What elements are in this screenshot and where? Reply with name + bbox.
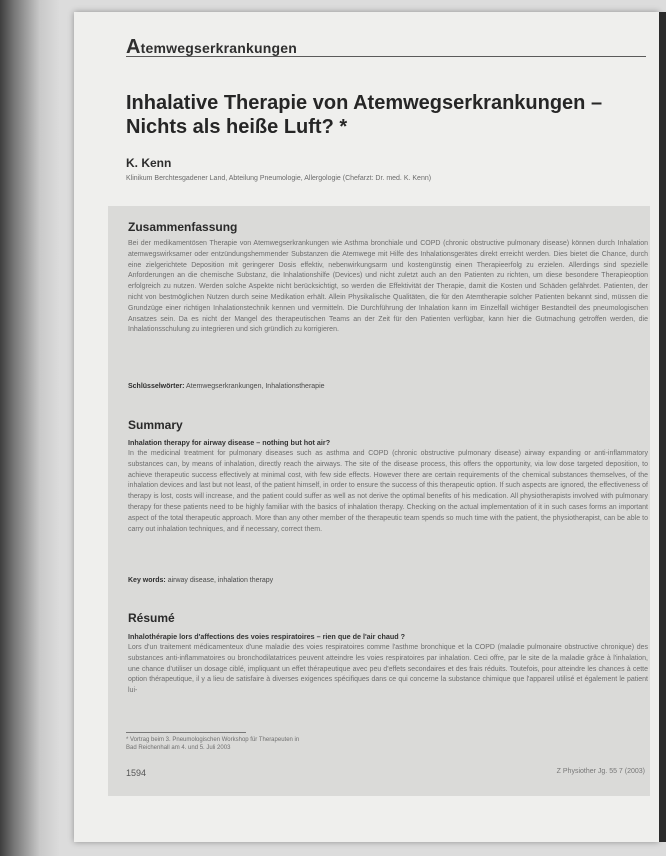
keywords-value: Atemwegserkrankungen, Inhalationstherapie (185, 383, 325, 390)
page-number: 1594 (126, 768, 147, 778)
header-rule (126, 56, 646, 57)
document-page (74, 12, 659, 842)
summary-subtitle: Inhalation therapy for airway disease – nothing but hot air? (128, 438, 331, 447)
footnote-rule (126, 732, 246, 733)
summary-keywords (128, 577, 648, 584)
zusammenfassung-keywords (128, 383, 648, 390)
keywords-label: Schlüsselwörter: (128, 383, 185, 390)
summary-heading: Summary (128, 418, 183, 432)
keywords-label: Key words: (128, 577, 166, 584)
resume-text: Lors d'un traitement médicamenteux d'une maladie des voies respiratoires comme l'asthme bronchique et la COPD (maladie pulmonaire obstructive chronique) des substances anti-inflammatoires ou bronchodilatatrices peuvent atteindre les voies respiratoires par inhalation. Ceci offre, par le site de la maladie grâce à l'inhalation, une chance d'utiliser un dosage ciblé, impliquant un effet thérapeutique avec peu d'effets secondaires et des frais réduits. Toutefois, pour atteindre les chances à cette option thérapeutique, il y a lieu de satisfaire à diverses exigences spécifiques dans ce qui concerne la substance chimique que l'appareil utilisé et également le patient lui- (128, 644, 648, 695)
resume-heading: Résumé (128, 611, 175, 625)
scan-shadow (659, 12, 666, 842)
article-title: Inhalative Therapie von Atemwegserkrankungen – Nichts als heiße Luft? * (126, 92, 603, 138)
keywords-value: airway disease, inhalation therapy (167, 577, 274, 584)
author-name: K. Kenn (126, 156, 172, 170)
footnote-line: * Vortrag beim 3. Pneumologischen Workshop für Therapeuten in (126, 737, 300, 743)
zusammenfassung-heading: Zusammenfassung (128, 220, 238, 234)
zusammenfassung-text: Bei der medikamentösen Therapie von Atemwegserkrankungen wie Asthma bronchiale und COPD (chronic obstructive pulmonary disease) können durch Inhalation atemwegswirksamer oder entzündungshemmender Substanzen die Atemwege mit Hilfe des Inhalationsgerätes direkt erreicht werden. Dies bietet die Chance, durch eine zielgerichtete Deposition mit geringerer Dosis effektiv, nebenwirkungsarm und kostengünstig einen Therapieerfolg zu erzielen. Allerdings sind spezielle Anforderungen an die chemische Substanz, die Inhalationshilfe (Devices) und nicht zuletzt auch an den Patienten zu richten, um diese besondere Therapieoption erfolgreich zu nutzen. Werden solche Aspekte nicht berücksichtigt, so werden die Effektivität der Therapie, damit die Kosten und Schäden gefährdet. Patienten, der nicht von bestmöglichen Nutzen durch seine Medikation erhält. Allein Physikalische Qualitäten, die für den Atemtherapie solcher Patienten bekannt sind, müssen die Grundzüge einer richtigen Inhalationstechnik kennen und vermitteln. Die Durchführung der Inhalation kann im Einzelfall wichtiger Bestandteil des pneumologischen Ansatzes sein. Da es nicht der Mangel des therapeutischen Teams an der Zeit für den Patienten verfügbar, kann hier die Gutmachung getroffen werden, die Inhalationsschulung zu integrieren und sich gründlich zu korrigieren. (128, 240, 648, 334)
footnote-line: Bad Reichenhall am 4. und 5. Juli 2003 (126, 745, 231, 751)
resume-subtitle: Inhalothérapie lors d'affections des voies respiratoires – rien que de l'air chaud ? (128, 632, 406, 641)
summary-text: In the medicinal treatment for pulmonary diseases such as asthma and COPD (chronic obstructive pulmonary disease) airway expanding or anti-inflammatory substances can, by means of inhalation, directly reach the airways. The site of the disease process, this offers the opportunity, via low dose targeted deposition, to achieve therapeutic success effectively at minimal cost, with few side effects. However there are certain requirements of the chemical substances themselves, of the inhalation devices and last but not least, of the patient himself, in order to ensure the success of this therapeutic option. If such aspects are ignored, the effectiveness of therapy is lost, costs will increase, and the patient could suffer as well as not derive the optimal benefits of his medication. All physiotherapists involved with pulmonary therapy for these patients need to be highly familiar with the basics of inhalation therapy. Checking on the actual implementation of it in such cases forms an important aspect of the total therapeutic approach. More than any other member of the therapeutic team spends so much time with the patient, the physiotherapist, can be able to carry out inhalation techniques, and if necessary, correct them. (128, 450, 648, 533)
section-header-rest: temwegserkrankungen (140, 40, 297, 56)
section-header-initial: A (126, 36, 141, 58)
author-affiliation: Klinikum Berchtesgadener Land, Abteilung Pneumologie, Allergologie (Chefarzt: Dr. med. K. Kenn) (126, 175, 432, 182)
journal-citation: Z Physiother Jg. 55 7 (2003) (556, 768, 645, 775)
